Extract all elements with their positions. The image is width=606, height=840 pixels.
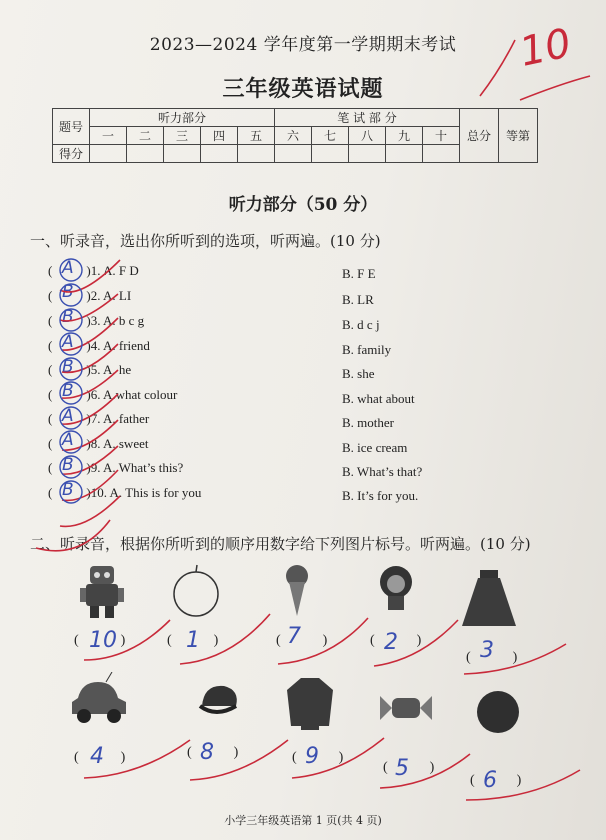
q1-option-b: B. d c j [342, 317, 380, 332]
q1-option-b: B. what about [342, 391, 415, 406]
handwritten-number: 5 [395, 756, 409, 781]
listening-section-title: 听力部分（50 分） [228, 195, 378, 215]
listening-group-header: 听力部分 [90, 109, 275, 127]
q1-option-b: B. family [342, 342, 392, 357]
col-7: 七 [312, 127, 349, 145]
handwritten-number: 9 [305, 744, 319, 769]
q1-option-b: B. LR [342, 292, 374, 307]
col-4: 四 [201, 127, 238, 145]
total-header: 总分 [460, 109, 499, 163]
q1-option-b: B. What’s that? [342, 464, 423, 479]
answer-letter-circles [60, 259, 82, 503]
handwritten-answer: B [62, 282, 74, 302]
page-footer: 小学三年级英语第 1 页(共 4 页) [224, 814, 382, 827]
writing-group-header: 笔 试 部 分 [275, 109, 460, 127]
answer-slot: ( ) [383, 760, 435, 775]
question1-heading: 一、听录音，选出你所听到的选项，听两遍。(10 分) [30, 232, 381, 250]
q1-item: ( )6. A.what colour [48, 387, 178, 402]
q1-item: ( )5. A. he [48, 362, 132, 377]
handwritten-answer: B [62, 480, 74, 500]
q1-item: ( )1. A. F D [48, 263, 139, 278]
handwritten-answer: B [62, 357, 74, 377]
handwritten-answer: A [62, 406, 74, 426]
handwritten-answer: A [62, 258, 74, 278]
q1-item: ( )2. A. LI [48, 288, 132, 303]
answer-slot: ( ) [74, 633, 126, 648]
col-1: 一 [90, 127, 127, 145]
handwritten-number: 8 [200, 740, 214, 765]
handwritten-answer: B [62, 381, 74, 401]
col-2: 二 [127, 127, 164, 145]
handwritten-number: 7 [287, 624, 301, 649]
handwritten-score: 10 [515, 20, 576, 76]
answer-slot: ( ) [276, 633, 328, 648]
grade-header: 等第 [499, 109, 538, 163]
handwritten-number: 6 [483, 768, 497, 793]
handwritten-number: 3 [480, 638, 494, 663]
q1-item: ( )10. A. This is for you [48, 485, 202, 500]
q1-option-b: B. she [342, 366, 375, 381]
q1-option-b: B. ice cream [342, 440, 408, 455]
col-6: 六 [275, 127, 312, 145]
q1-option-b: B. mother [342, 415, 394, 430]
row-label-number: 题号 [53, 109, 90, 145]
col-9: 九 [386, 127, 423, 145]
q1-option-b: B. F E [342, 266, 376, 281]
col-3: 三 [164, 127, 201, 145]
answer-slot: ( ) [470, 773, 522, 788]
handwritten-answer: B [62, 455, 74, 475]
handwritten-number: 1 [186, 628, 200, 653]
q1-item: ( )4. A. friend [48, 338, 150, 353]
handwritten-answer: A [62, 430, 74, 450]
exam-title: 三年级英语试题 [222, 76, 384, 102]
answer-slot: ( ) [187, 745, 239, 760]
q1-item: ( )3. A. b c g [48, 313, 145, 328]
q1-item: ( )9. A. What’s this? [48, 460, 184, 475]
checkmark-strokes [36, 40, 590, 800]
q1-option-b: B. It’s for you. [342, 488, 419, 503]
answer-slot: ( ) [466, 650, 518, 665]
col-10: 十 [423, 127, 460, 145]
handwritten-answer: A [62, 332, 74, 352]
question2-heading: 二、听录音，根据你所听到的顺序用数字给下列图片标号。听两遍。(10 分) [30, 535, 531, 553]
col-8: 八 [349, 127, 386, 145]
handwritten-number: 4 [90, 744, 104, 769]
handwritten-answer: B [62, 307, 74, 327]
answer-slot: ( ) [167, 633, 219, 648]
handwritten-number: 2 [384, 630, 398, 655]
answer-slot: ( ) [370, 633, 422, 648]
answer-slot: ( ) [292, 750, 344, 765]
q1-item: ( )8. A. sweet [48, 436, 149, 451]
row-label-score: 得分 [53, 145, 90, 163]
col-5: 五 [238, 127, 275, 145]
q1-item: ( )7. A. father [48, 411, 150, 426]
handwritten-number: 10 [89, 628, 117, 653]
answer-slot: ( ) [74, 750, 126, 765]
exam-year-title: 2023—2024 学年度第一学期期末考试 [149, 35, 457, 55]
